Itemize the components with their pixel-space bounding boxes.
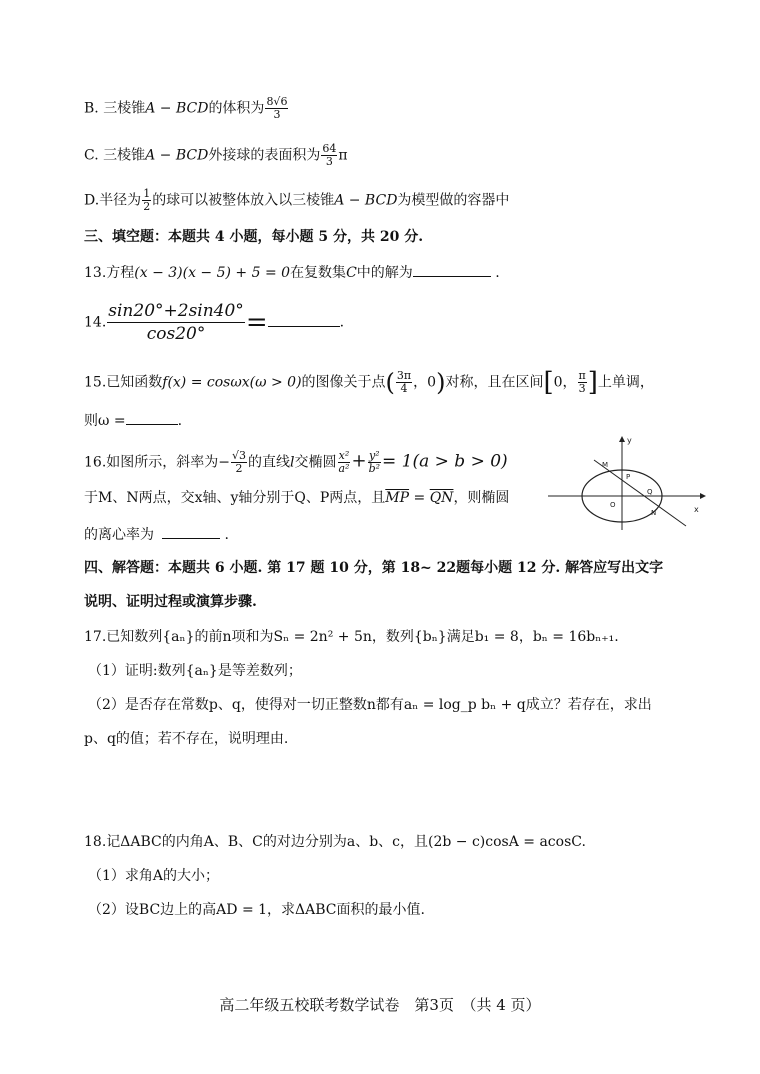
question-18: 18.记ΔABC的内角A、B、C的对边分别为a、b、c，且(2b − c)cosA = acosC.	[84, 834, 586, 850]
q16-line-2-text: 于M、N两点，交x轴、y轴分别于Q、P两点，且	[84, 490, 386, 506]
q15-point-fraction	[396, 370, 412, 395]
option-d-fraction	[142, 188, 151, 213]
q16-answer-blank[interactable]	[162, 524, 220, 539]
q16-y-numerator: y²	[368, 449, 380, 462]
q18-part-1: （1）求角A的大小；	[88, 868, 220, 884]
q15-interval-denominator: 3	[578, 382, 586, 395]
q16-y-fraction	[368, 450, 381, 475]
q15-text-4: 0，	[553, 374, 577, 391]
q15-text-3: 对称，且在区间	[445, 374, 544, 391]
q14-equals: =	[245, 307, 268, 338]
option-d-text: 的球可以被整体放入以三棱锥	[152, 192, 335, 209]
option-d-numerator: 1	[143, 187, 151, 200]
label-p: P	[626, 473, 631, 481]
ellipse-diagram	[548, 434, 712, 530]
q16-x-numerator: x²	[338, 449, 350, 462]
question-15-line-2	[84, 410, 182, 431]
label-q: Q	[647, 488, 653, 496]
q16-text-1: 的直线	[248, 454, 291, 471]
q16-line-l: l	[290, 454, 295, 471]
question-16-line-2	[84, 488, 509, 508]
q15-interval-fraction	[578, 370, 587, 395]
q14-denominator: cos20°	[146, 324, 206, 344]
option-c-math: A − BCD	[145, 147, 209, 164]
q15-open-paren: (	[385, 368, 395, 397]
q16-x-fraction	[338, 450, 351, 475]
q13-label: 13.方程	[84, 265, 135, 281]
q15-function: f(x) = cosωx(ω > 0)	[162, 374, 302, 391]
q16-vector-mp: $\overline{MP}$	[385, 490, 410, 506]
q13-set: C	[346, 265, 357, 281]
option-d	[84, 188, 509, 213]
label-y: y	[627, 436, 632, 445]
label-n: N	[651, 509, 657, 517]
q13-text: 在复数集	[290, 265, 347, 281]
q13-answer-blank[interactable]	[413, 262, 491, 277]
q16-vector-qn: $\overline{QN}$	[429, 490, 454, 506]
q15-open-bracket: [	[543, 367, 554, 398]
question-17: 17.已知数列{aₙ}的前n项和为Sₙ = 2n² + 5n，数列{bₙ}满足b₁ = 8，bₙ = 16bₙ₊₁.	[84, 629, 619, 645]
q16-plus: +	[351, 450, 367, 472]
q17-part-2: （2）是否存在常数p、q，使得对一切正整数n都有aₙ = log_p bₙ + q成立？若存在，求出	[88, 697, 652, 713]
q15-close-paren: )	[436, 368, 446, 397]
option-c-numerator: 64	[322, 142, 337, 155]
question-16	[84, 450, 508, 475]
q16-end: .	[220, 527, 229, 543]
q15-answer-blank[interactable]	[126, 410, 178, 425]
q13-end: .	[490, 265, 500, 281]
x-axis-arrow	[700, 493, 706, 499]
option-b-fraction	[265, 96, 288, 121]
option-d-suffix: 为模型做的容器中	[397, 192, 510, 209]
question-15	[84, 367, 654, 398]
q15-label: 15.已知函数	[84, 374, 163, 391]
option-d-denominator: 2	[143, 200, 151, 213]
y-axis-arrow	[619, 436, 625, 442]
q16-line-2-tail: ，则椭圆	[453, 490, 510, 506]
section-4-heading: 四、解答题：本题共 6 小题. 第 17 题 10 分，第 18~ 22题每小题 12 分. 解答应写出文字	[84, 560, 664, 576]
option-b-text: 的体积为	[208, 100, 265, 117]
q15-point-numerator: 3π	[396, 369, 412, 382]
page-footer: 高二年级五校联考数学试卷 第3页 （共 4 页）	[219, 996, 541, 1014]
option-b-numerator: 8√6	[266, 95, 288, 108]
q15-text-2: ，0	[413, 374, 437, 391]
q14-numerator: sin20°+2sin40°	[108, 301, 244, 321]
line-l	[594, 460, 686, 526]
q14-label: 14.	[84, 314, 107, 331]
option-c-denominator: 3	[325, 155, 333, 168]
q16-slope-denominator: 2	[235, 462, 243, 475]
option-c-suffix: π	[338, 147, 348, 164]
q15-omega: 则ω =	[84, 413, 126, 429]
q15-point-denominator: 4	[400, 382, 408, 395]
q18-part-2: （2）设BC边上的高AD = 1，求ΔABC面积的最小值.	[88, 902, 425, 918]
option-b-math: A − BCD	[145, 100, 209, 117]
q15-interval-numerator: π	[578, 369, 586, 382]
q14-answer-blank[interactable]	[268, 312, 340, 327]
label-x: x	[694, 505, 699, 514]
q15-end: .	[177, 413, 183, 429]
q14-end: .	[339, 314, 345, 331]
option-c	[84, 143, 348, 168]
option-d-math: A − BCD	[334, 192, 398, 209]
option-d-prefix: D.半径为	[84, 192, 142, 209]
q16-text-2: 交椭圆	[294, 454, 337, 471]
q15-close-bracket: ]	[587, 367, 598, 398]
q15-text-1: 的图像关于点	[301, 374, 386, 391]
q17-part-1: （1）证明:数列{aₙ}是等差数列；	[88, 663, 302, 679]
option-c-text: 外接球的表面积为	[208, 147, 321, 164]
section-3-heading: 三、填空题：本题共 4 小题，每小题 5 分，共 20 分.	[84, 229, 424, 245]
q16-equals: =	[409, 490, 430, 506]
question-14	[84, 300, 344, 345]
option-c-fraction	[321, 143, 337, 168]
q16-line-3-text: 的离心率为	[84, 527, 154, 543]
q13-tail: 中的解为	[356, 265, 413, 281]
question-16-line-3	[84, 524, 229, 545]
q13-equation: (x − 3)(x − 5) + 5 = 0	[134, 265, 291, 281]
q15-text-5: 上单调，	[597, 374, 654, 391]
q14-fraction	[107, 300, 245, 345]
q16-slope-numerator: √3	[232, 449, 247, 462]
question-13	[84, 262, 500, 283]
q17-part-2-line-2: p、q的值；若不存在，说明理由.	[84, 731, 289, 747]
option-b-prefix: B. 三棱锥	[84, 100, 146, 117]
label-m: M	[602, 461, 609, 469]
option-c-prefix: C. 三棱锥	[84, 147, 146, 164]
q16-x-denominator: a²	[338, 462, 350, 475]
q16-y-denominator: b²	[368, 462, 381, 475]
q16-slope-fraction	[231, 450, 247, 475]
option-b-denominator: 3	[273, 108, 281, 121]
q16-condition: = 1(a > b > 0)	[382, 451, 508, 472]
section-4-heading-line-2: 说明、证明过程或演算步骤.	[84, 594, 257, 610]
q16-label: 16.如图所示，斜率为−	[84, 454, 230, 471]
option-b	[84, 96, 289, 121]
label-o: O	[610, 501, 616, 509]
